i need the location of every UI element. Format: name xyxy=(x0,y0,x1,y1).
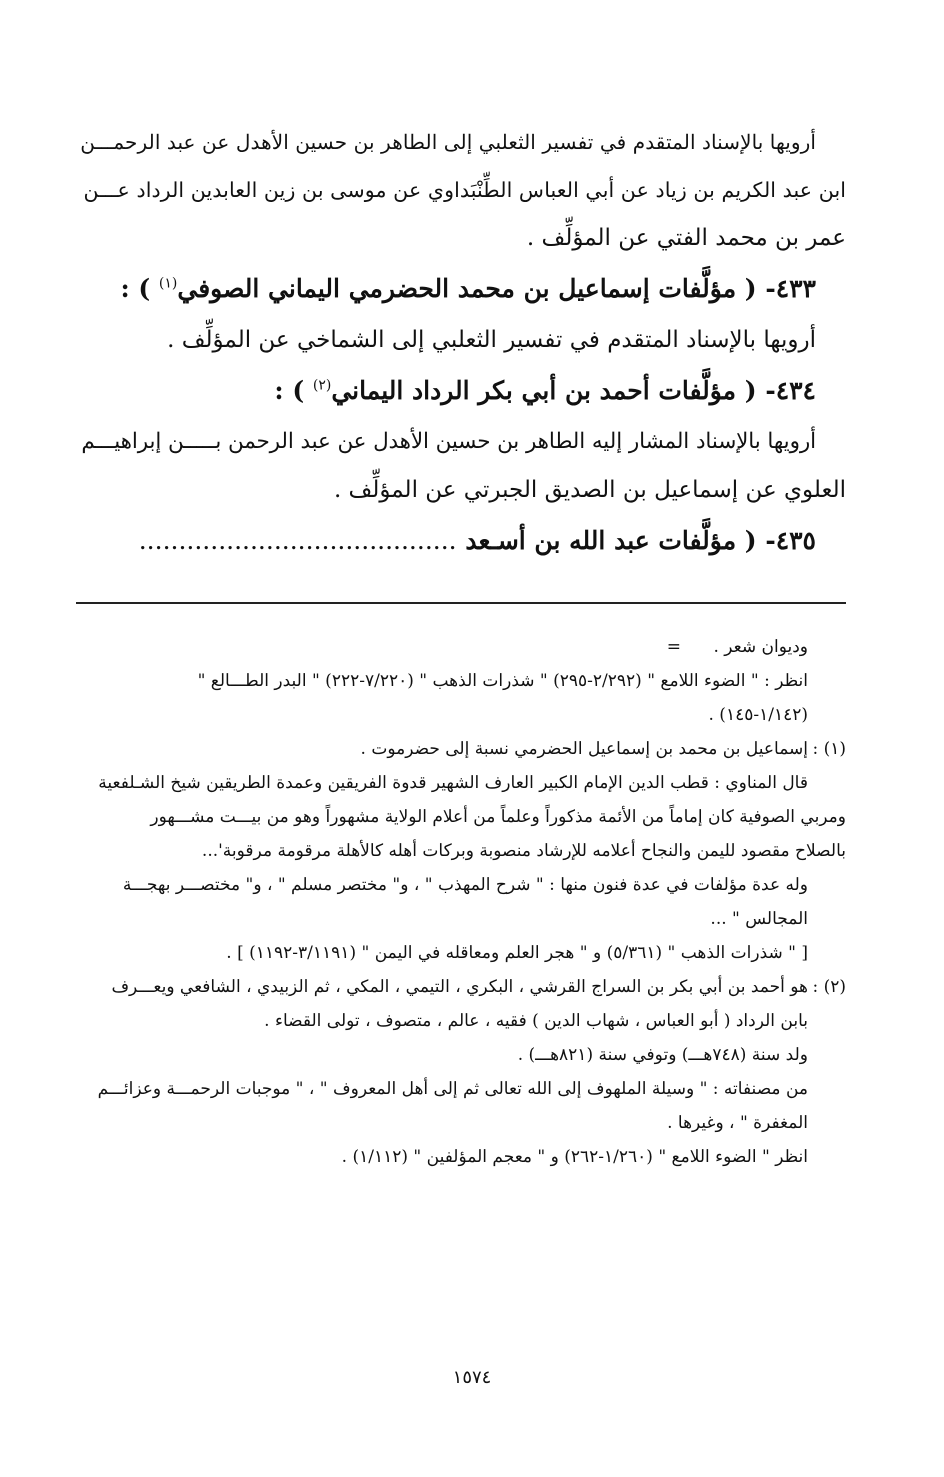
main-text xyxy=(76,118,846,568)
continuation-mark: = xyxy=(666,637,682,657)
footnote-line: انظر " الضوء اللامع " (١/٢٦٠-٢٦٢) و " معجم المؤلفين " (١/١١٢) . xyxy=(341,1147,808,1167)
footnote-line: قال المناوي : قطب الدين الإمام الكبير العارف الشهير قدوة الفريقين وعمدة الطريقين شيخ الشـلفعية xyxy=(98,773,808,793)
entry-heading-435: ٤٣٥- ( مؤلَّفات عبد الله بن أسـعد ........................................ xyxy=(138,526,816,555)
footnote-line: انظر : " الضوء اللامع " (٢/٢٩٢-٢٩٥) " شذرات الذهب " (٧/٢٢٠-٢٢٢) " البدر الطـــالع " xyxy=(197,671,808,691)
footnote-line: [ " شذرات الذهب " (٥/٣٦١) و " هجر العلم ومعاقله في اليمن " (٣/١١٩١-١١٩٢) ] . xyxy=(226,943,808,963)
footnote-mark: (١) : xyxy=(812,739,846,759)
footnote-2: (٢) :هو أحمد بن أبي بكر بن السراج القرشي ، البكري ، التيمي ، المكي ، ثم الزبيدي ، الشافعي ويعـــرف xyxy=(76,970,846,1004)
footnote-line: بالصلاح مقصود لليمن والنجاح أعلامه للإرشاد منصوبة وبركات أهله كالأهلة مرقومة مرقوبة'... xyxy=(201,841,846,861)
text-line: أرويها بالإسناد المتقدم في تفسير الثعلبي إلى الشماخي عن المؤلِّف . xyxy=(167,327,816,353)
text-line: ابن عبد الكريم بن زياد عن أبي العباس الطِّنْبَداوي عن موسى بن زين العابدين الرداد عـــن xyxy=(83,178,846,202)
footnotes xyxy=(76,630,846,1174)
footnote-1: (١) :إسماعيل بن محمد بن إسماعيل الحضرمي نسبة إلى حضرموت . xyxy=(76,732,846,766)
text-line: عمر بن محمد الفتي عن المؤلِّف . xyxy=(526,225,846,251)
text-line: أرويها بالإسناد المتقدم في تفسير الثعلبي إلى الطاهر بن حسين الأهدل عن عبد الرحمـــن xyxy=(80,130,816,154)
footnote-continuation: وديوان شعر . = xyxy=(666,637,808,657)
footnote-line: وله عدة مؤلفات في عدة فنون منها : " شرح المهذب " ، و" مختصر مسلم " ، و" مختصـــر بهجـــة xyxy=(122,875,808,895)
page-number: ١٥٧٤ xyxy=(452,1367,492,1388)
footnote-ref[interactable]: (٢) xyxy=(312,377,332,394)
footnote-mark: (٢) : xyxy=(812,977,846,997)
text-line: أرويها بالإسناد المشار إليه الطاهر بن حسين الأهدل عن عبد الرحمن بـــــن إبراهيـــم xyxy=(81,429,816,454)
footnote-line: بابن الرداد ( أبو العباس ، شهاب الدين ) فقيه ، عالم ، متصوف ، تولى القضاء . xyxy=(264,1011,808,1031)
footnote-separator xyxy=(76,602,846,604)
entry-heading-433: ٤٣٣- ( مؤلَّفات إسماعيل بن محمد الحضرمي اليماني الصوفي$^{(١)}$ ) : xyxy=(120,274,816,303)
footnote-line: المجالس " ... xyxy=(710,909,808,929)
footnote-ref[interactable]: (١) xyxy=(158,275,178,292)
text-line: العلوي عن إسماعيل بن الصديق الجبرتي عن المؤلِّف . xyxy=(333,477,846,503)
continuation-dots: ........................................ xyxy=(138,526,457,555)
entry-heading-434: ٤٣٤- ( مؤلَّفات أحمد بن أبي بكر الرداد اليماني$^{(٢)}$ ) : xyxy=(274,376,816,405)
footnote-line: ومربي الصوفية كان إماماً من الأئمة مذكوراً وعلماً من أعلام الولاية مشهوراً وهو من بيـــت مشـــهور xyxy=(150,807,846,827)
footnote-line: من مصنفاته : " وسيلة الملهوف إلى الله تعالى ثم إلى أهل المعروف " ، " موجبات الرحمـــة وعزائـــم xyxy=(97,1079,808,1099)
footnote-line: المغفرة " ، وغيرها . xyxy=(667,1113,808,1133)
footnote-line: ولد سنة (٧٤٨هـــ) وتوفي سنة (٨٢١هـــ) . xyxy=(517,1045,808,1065)
footnote-line: (١/١٤٢-١٤٥) . xyxy=(708,705,808,725)
